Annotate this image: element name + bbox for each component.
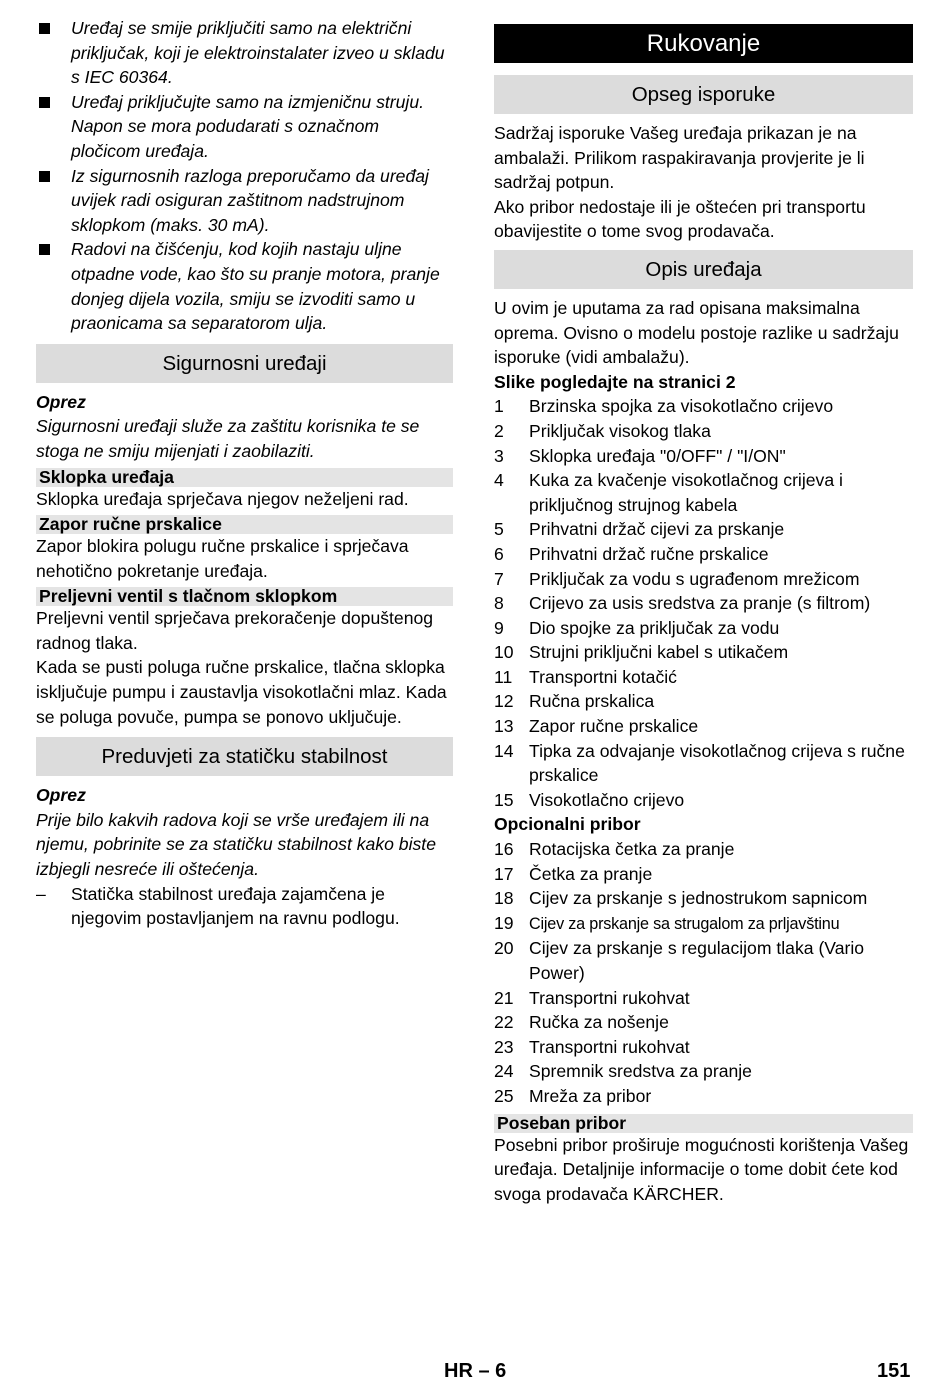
- item-number: 9: [494, 617, 504, 638]
- list-item: [494, 1084, 913, 1109]
- item-text: Cijev za prskanje s regulacijom tlaka (Vario Power): [529, 938, 865, 983]
- item-text: Mreža za pribor: [529, 1085, 652, 1106]
- figures-label: Slike pogledajte na stranici 2: [494, 371, 736, 392]
- item-number: 23: [494, 1036, 514, 1057]
- item-text: Spremnik sredstva za pranje: [529, 1061, 752, 1082]
- overflow-valve-heading: Preljevni ventil s tlačnom sklopkom: [36, 587, 453, 606]
- item-text: Transportni kotačić: [529, 666, 677, 687]
- item-number: 2: [494, 420, 504, 441]
- bullet-text: Uređaj priključujte samo na izmjeničnu struju. Napon se mora podudarati s označnom pločicom uređaja.: [71, 91, 425, 161]
- item-number: 13: [494, 716, 514, 737]
- bullet-text: Radovi na čišćenju, kod kojih nastaju uljne otpadne vode, kao što su pranje motora, pranje donjeg dijela vozila, smiju se izvoditi samo u praonicama sa separatorom ulja.: [71, 239, 440, 334]
- delivery-text-1: Sadržaj isporuke Vašeg uređaja prikazan je na ambalaži. Prilikom raspakiravanja provjerite je li sadržaj potpun.: [494, 123, 865, 193]
- item-text: Tipka za odvajanje visokotlačnog crijeva s ručne prskalice: [529, 740, 905, 786]
- overflow-valve-text-1: Preljevni ventil sprječava prekoračenje dopuštenog radnog tlaka.: [36, 608, 434, 653]
- list-item: [494, 986, 913, 1011]
- bullet-item: [36, 16, 453, 90]
- item-number: 25: [494, 1085, 514, 1106]
- list-item: [494, 616, 913, 641]
- item-number: 14: [494, 740, 514, 761]
- item-number: 10: [494, 642, 514, 663]
- list-item: [494, 542, 913, 567]
- item-text: Priključak za vodu s ugrađenom mrežicom: [529, 568, 860, 589]
- item-text: Strujni priključni kabel s utikačem: [529, 642, 789, 663]
- item-number: 15: [494, 789, 514, 810]
- item-text: Transportni rukohvat: [529, 1036, 690, 1057]
- item-text: Kuka za kvačenje visokotlačnog crijeva i priključnog strujnog kabela: [529, 470, 843, 515]
- device-switch-heading: Sklopka uređaja: [36, 468, 453, 487]
- description-heading: Opis uređaja: [494, 250, 913, 289]
- item-number: 6: [494, 543, 504, 564]
- dash-text: Statička stabilnost uređaja zajamčena je njegovim postavljanjem na ravnu podlogu.: [71, 883, 400, 929]
- page-number: 151: [877, 1360, 911, 1382]
- parts-list: [494, 394, 913, 812]
- item-number: 11: [494, 666, 513, 687]
- list-item: [494, 567, 913, 592]
- list-item: [494, 689, 913, 714]
- square-bullet-icon: [39, 23, 50, 34]
- bullet-text: Uređaj se smije priključiti samo na električni priključak, koji je elektroinstalater izveo u skladu s IEC 60364.: [71, 18, 445, 88]
- list-item: [494, 1035, 913, 1060]
- square-bullet-icon: [39, 171, 50, 182]
- bullet-item: [36, 237, 453, 335]
- list-item: [494, 468, 913, 517]
- item-text: Dio spojke za priključak za vodu: [529, 617, 780, 638]
- section-title: Rukovanje: [494, 24, 913, 63]
- list-item: [494, 936, 913, 985]
- description-text: U ovim je uputama za rad opisana maksimalna oprema. Ovisno o modelu postoje razlike u sadržaju isporuke (vidi ambalažu).: [494, 297, 899, 368]
- list-item: [494, 591, 913, 616]
- list-item: [494, 444, 913, 469]
- square-bullet-icon: [39, 97, 50, 108]
- trigger-lock-text: Zapor blokira polugu ručne prskalice i sprječava nehotično pokretanje uređaja.: [36, 536, 409, 581]
- optional-label: Opcionalni pribor: [494, 814, 641, 835]
- list-item: [494, 714, 913, 739]
- item-text: Zapor ručne prskalice: [529, 716, 699, 737]
- item-number: 5: [494, 519, 504, 540]
- list-item: [494, 739, 913, 788]
- right-column: [494, 16, 913, 1206]
- stability-caution-text: Prije bilo kakvih radova koji se vrše uređajem ili na njemu, pobrinite se za statičku stabilnost kako biste izbjegli nesreće ili oštećenja.: [36, 809, 436, 880]
- list-item: [494, 837, 913, 862]
- bullet-item: [36, 90, 453, 164]
- item-number: 12: [494, 691, 514, 712]
- item-text: Prihvatni držač ručne prskalice: [529, 543, 769, 564]
- item-number: 19: [494, 912, 514, 933]
- item-number: 8: [494, 593, 504, 614]
- item-text: Transportni rukohvat: [529, 987, 690, 1008]
- item-number: 1: [494, 396, 504, 417]
- overflow-valve-text-2: Kada se pusti poluga ručne prskalice, tlačna sklopka isključuje pumpu i zaustavlja visokotlačni mlaz. Kada se poluga povuče, pumpa se ponovo uključuje.: [36, 657, 447, 727]
- item-text: Četka za pranje: [529, 863, 653, 884]
- item-text: Rotacijska četka za pranje: [529, 839, 735, 860]
- delivery-text-2: Ako pribor nedostaje ili je oštećen pri transportu obavijestite o tome svog prodavača.: [494, 196, 866, 242]
- item-text: Priključak visokog tlaka: [529, 420, 711, 441]
- list-item: [494, 886, 913, 911]
- item-number: 7: [494, 568, 504, 589]
- item-number: 16: [494, 839, 514, 860]
- stability-caution-label: Oprez: [36, 785, 86, 806]
- dash-marker: –: [36, 883, 46, 904]
- item-number: 18: [494, 888, 514, 909]
- item-text: Visokotlačno crijevo: [529, 789, 685, 810]
- list-item: [494, 911, 913, 937]
- device-switch-text: Sklopka uređaja sprječava njegov neželjeni rad.: [36, 488, 409, 509]
- item-text: Cijev za prskanje sa strugalom za prljavštinu: [529, 914, 840, 933]
- bullet-item: [36, 164, 453, 238]
- item-text: Cijev za prskanje s jednostrukom sapnicom: [529, 888, 868, 909]
- safety-caution-label: Oprez: [36, 391, 86, 412]
- list-item: [494, 1010, 913, 1035]
- item-number: 22: [494, 1012, 514, 1033]
- special-text: Posebni pribor proširuje mogućnosti korištenja Vašeg uređaja. Detaljnije informacije o tome dobit ćete kod svoga prodavača KÄRCHER.: [494, 1134, 909, 1204]
- item-text: Ručna prskalica: [529, 691, 655, 712]
- list-item: [494, 1059, 913, 1084]
- item-number: 3: [494, 445, 504, 466]
- bullet-list: [36, 16, 453, 336]
- item-number: 20: [494, 938, 514, 959]
- item-text: Brzinska spojka za visokotlačno crijevo: [529, 396, 834, 417]
- page-label: HR – 6: [444, 1360, 507, 1382]
- item-number: 21: [494, 987, 514, 1008]
- left-column: [36, 16, 453, 931]
- safety-caution-text: Sigurnosni uređaji služe za zaštitu korisnika te se stoga ne smiju mijenjati i zaobilaziti.: [36, 416, 420, 461]
- special-heading: Poseban pribor: [494, 1114, 913, 1133]
- delivery-heading: Opseg isporuke: [494, 75, 913, 114]
- item-number: 24: [494, 1061, 514, 1082]
- bullet-text: Iz sigurnosnih razloga preporučamo da uređaj uvijek radi osiguran zaštitnom nadstrujnom sklopkom (maks. 30 mA).: [71, 165, 429, 235]
- item-text: Ručka za nošenje: [529, 1012, 669, 1033]
- stability-heading: Preduvjeti za statičku stabilnost: [36, 737, 453, 776]
- list-item: [494, 665, 913, 690]
- list-item: [494, 517, 913, 542]
- item-number: 4: [494, 470, 504, 491]
- trigger-lock-heading: Zapor ručne prskalice: [36, 515, 453, 534]
- list-item: [494, 862, 913, 887]
- item-text: Crijevo za usis sredstva za pranje (s filtrom): [529, 593, 871, 614]
- list-item: [494, 419, 913, 444]
- square-bullet-icon: [39, 244, 50, 255]
- list-item: [494, 394, 913, 419]
- item-number: 17: [494, 863, 514, 884]
- list-item: [494, 788, 913, 813]
- dash-item: [36, 882, 453, 931]
- safety-heading: Sigurnosni uređaji: [36, 344, 453, 383]
- item-text: Sklopka uređaja "0/OFF" / "I/ON": [529, 445, 786, 466]
- item-text: Prihvatni držač cijevi za prskanje: [529, 519, 785, 540]
- optional-parts-list: [494, 837, 913, 1109]
- list-item: [494, 640, 913, 665]
